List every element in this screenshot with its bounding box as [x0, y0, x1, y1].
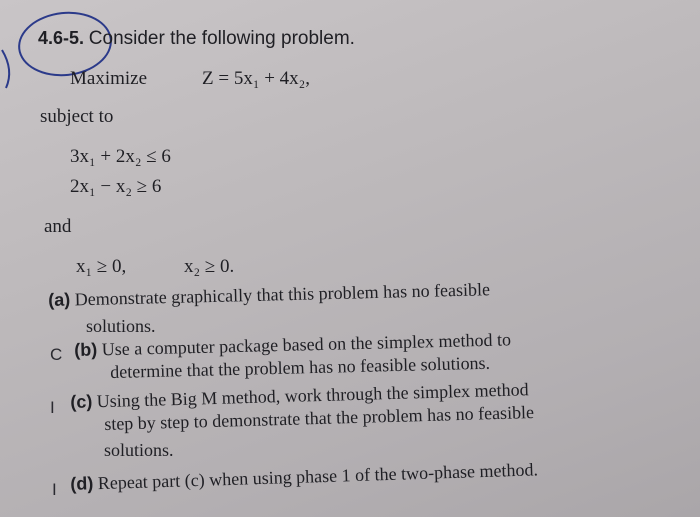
objective-formula: Z = 5x₁ + 4x₂, — [202, 68, 311, 89]
problem-title: Consider the following problem. — [88, 28, 355, 49]
part-d-mark: I — [52, 480, 57, 499]
part-c-mark: I — [50, 398, 55, 417]
part-a-text-1: Demonstrate graphically that this problem has no feasible — [74, 279, 491, 310]
bleed-through-text — [470, 20, 474, 37]
objective-row — [70, 68, 147, 90]
part-c-label: (c) — [70, 391, 93, 412]
part-d — [70, 459, 538, 495]
handwritten-stroke-icon — [0, 40, 30, 90]
objective-verb: Maximize — [70, 68, 148, 89]
problem-header — [38, 28, 355, 50]
part-c-cont-2: solutions. — [104, 440, 174, 460]
part-c-text-1: Using the Big M method, work through the simplex method — [96, 379, 529, 412]
problem-number: 4.6-5. — [38, 28, 85, 48]
part-b-cont: determine that the problem has no feasible solutions. — [110, 352, 491, 382]
nonneg-x2: x₂ ≥ 0. — [184, 256, 235, 277]
part-b-label: (b) — [74, 339, 98, 360]
part-a — [48, 279, 490, 311]
and-label: and — [44, 216, 72, 237]
part-b-mark: C — [50, 345, 63, 364]
part-a-label: (a) — [48, 289, 71, 310]
part-a-cont: solutions. — [86, 316, 156, 336]
subject-to-label: subject to — [40, 106, 114, 127]
nonneg-x1: x₁ ≥ 0, — [76, 256, 127, 277]
part-d-text-1: Repeat part (c) when using phase 1 of the two-phase method. — [97, 459, 539, 494]
constraint-2: 2x₁ − x₂ ≥ 6 — [70, 176, 162, 197]
part-c-cont-1: step by step to demonstrate that the problem has no feasible — [104, 401, 535, 434]
part-b-text-1: Use a computer package based on the simplex method to — [101, 329, 512, 360]
objective-equation — [202, 68, 310, 90]
part-d-label: (d) — [70, 473, 94, 494]
constraint-1: 3x₁ + 2x₂ ≤ 6 — [70, 146, 171, 167]
